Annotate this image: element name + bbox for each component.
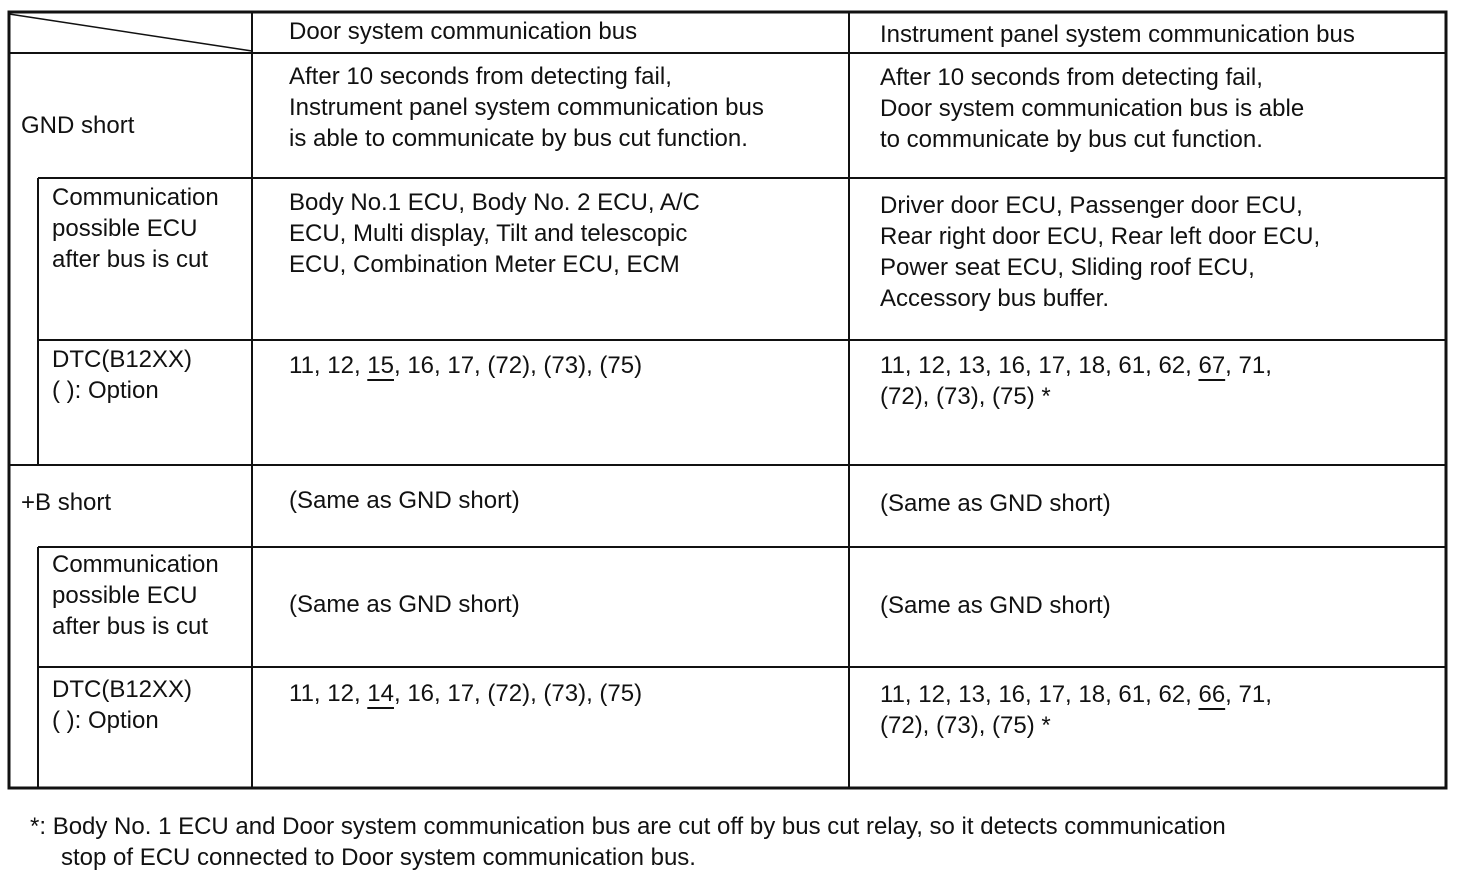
gnd-summary-door: After 10 seconds from detecting fail, Instrument panel system communication bus is able to communicate by bus cut function. xyxy=(289,63,764,152)
dtc-text: 11, 12, 13, 16, 17, 18, 61, 62, xyxy=(880,681,1199,708)
section-label-gnd-short: GND short xyxy=(21,112,135,139)
gnd-ecu-door: Body No.1 ECU, Body No. 2 ECU, A/C ECU, Multi display, Tilt and telescopic ECU, Combination Meter ECU, ECM xyxy=(289,189,700,278)
dtc-text: , 71, (72), (73), (75) * xyxy=(880,352,1272,410)
dtc-text: , 16, 17, (72), (73), (75) xyxy=(393,352,643,379)
b-ecu-door: (Same as GND short) xyxy=(289,591,520,618)
b-ecu-label: Communication possible ECU after bus is cut xyxy=(52,551,219,640)
dtc-text: , 71, (72), (73), (75) * xyxy=(880,681,1272,739)
dtc-underlined-code: 14 xyxy=(367,680,394,707)
b-ecu-instrument: (Same as GND short) xyxy=(880,592,1111,619)
footnote-line-1 xyxy=(30,811,1450,842)
footnote-line-2: stop of ECU connected to Door system communication bus. xyxy=(61,844,696,871)
dtc-underlined-code: 15 xyxy=(367,352,394,379)
corner-diagonal xyxy=(9,14,252,51)
b-summary-door: (Same as GND short) xyxy=(289,487,520,514)
dtc-underlined-code: 67 xyxy=(1198,352,1226,379)
header-door-bus: Door system communication bus xyxy=(289,18,638,45)
dtc-text: 11, 12, 13, 16, 17, 18, 61, 62, xyxy=(880,352,1199,379)
b-dtc-instrument xyxy=(880,679,1272,741)
b-dtc-label: DTC(B12XX) ( ): Option xyxy=(52,676,193,734)
gnd-ecu-instrument: Driver door ECU, Passenger door ECU, Rear right door ECU, Rear left door ECU, Power seat ECU, Sliding roof ECU, Accessory bus buffer. xyxy=(880,192,1321,312)
gnd-dtc-label: DTC(B12XX) ( ): Option xyxy=(52,346,193,404)
b-dtc-door xyxy=(289,678,642,709)
dtc-text: , 16, 17, (72), (73), (75) xyxy=(393,680,643,707)
footnote-text-1: Body No. 1 ECU and Door system communication bus are cut off by bus cut relay, so it detects communication xyxy=(52,813,1226,840)
gnd-dtc-instrument xyxy=(880,350,1272,412)
footnote-mark: *: xyxy=(30,813,47,840)
header-instrument-bus: Instrument panel system communication bus xyxy=(880,21,1355,48)
section-label-b-short: +B short xyxy=(21,489,112,516)
footnote xyxy=(30,811,1450,873)
gnd-summary-instrument: After 10 seconds from detecting fail, Door system communication bus is able to communicate by bus cut function. xyxy=(880,64,1305,153)
dtc-underlined-code: 66 xyxy=(1198,681,1226,708)
gnd-dtc-door xyxy=(289,350,642,381)
dtc-text: 11, 12, xyxy=(289,352,368,379)
gnd-ecu-label: Communication possible ECU after bus is cut xyxy=(52,184,219,273)
b-summary-instrument: (Same as GND short) xyxy=(880,490,1111,517)
dtc-text: 11, 12, xyxy=(289,680,368,707)
